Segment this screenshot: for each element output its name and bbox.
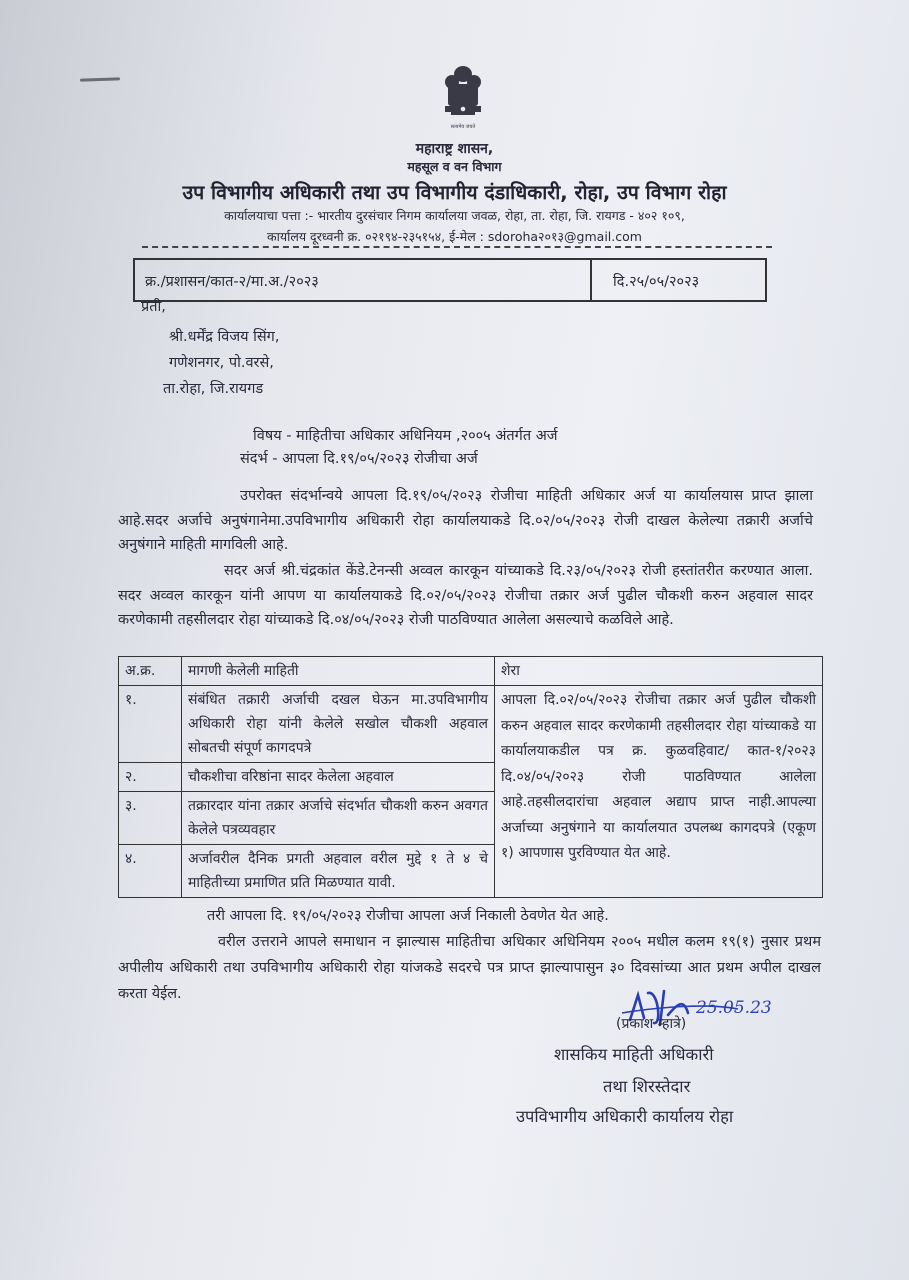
recipient-district: ता.रोहा, जि.रायगड xyxy=(163,381,264,397)
appeal-paragraph: वरील उत्तराने आपले समाधान न झाल्यास माहितीचा अधिकार अधिनियम २००५ मधील कलम १९(१) नुसार प्रथम अपीलीय अधिकारी तथा उपविभागीय अधिकारी रोहा यांजकडे सदरचे पत्र प्राप्त झाल्यापासुन ३० दिवसांच्या आत प्रथम अपील दाखल करता येईल. xyxy=(118,934,821,1002)
recipient-to: प्रती, xyxy=(141,299,166,315)
office-contact: कार्यालय दूरध्वनी क्र. ०२१९४-२३५१५४, ई-मेल : sdoroha२०१३@gmail.com xyxy=(267,229,642,244)
row-serial: ४. xyxy=(119,845,182,898)
table-header-row xyxy=(119,657,823,686)
body-paragraph-2: सदर अर्ज श्री.चंद्रकांत केंडे.टेनन्सी अव्वल कारकून यांच्याकडे दि.२३/०५/२०२३ रोजी हस्तांतरीत करण्यात आला. सदर अव्वल कारकून यांनी आपण या कार्यालयाकडे दि.०२/०५/२०२३ रोजीचा तक्रार अर्ज पुढील चौकशी करुन अहवाल सादर करणेकामी तहसीलदार रोहा यांच्याकडे दि.०४/०५/२०२३ रोजी पाठविण्यात आलेला असल्याचे कळविले आहे. xyxy=(118,563,813,628)
row-serial: ३. xyxy=(119,792,182,845)
reference-box xyxy=(133,258,767,302)
row-info: संबंधित तक्रारी अर्जाची दखल घेऊन मा.उपविभागीय अधिकारी रोहा यांनी केलेले सखोल चौकशी अहवाल सोबतची संपूर्ण कागदपत्रे xyxy=(182,686,495,763)
office-address: कार्यालयाचा पत्ता :- भारतीय दुरसंचार निगम कार्यालया जवळ, रोहा, ता. रोहा, जि. रायगड - ४०२ १०९, xyxy=(224,208,685,223)
header-remark: शेरा xyxy=(495,657,823,686)
dept-name: महसूल व वन विभाग xyxy=(407,159,502,174)
signatory-office: उपविभागीय अधिकारी कार्यालय रोहा xyxy=(516,1107,734,1126)
govt-name: महाराष्ट्र शासन, xyxy=(415,141,494,157)
reference-line: संदर्भ - आपला दि.१९/०५/२०२३ रोजीचा अर्ज xyxy=(240,451,478,467)
row-serial: १. xyxy=(119,686,182,763)
office-title: उप विभागीय अधिकारी तथा उप विभागीय दंडाधिकारी, रोहा, उप विभाग रोहा xyxy=(182,181,727,204)
recipient-address: गणेशनगर, पो.वरसे, xyxy=(169,355,274,371)
remark-cell: आपला दि.०२/०५/२०२३ रोजीचा तक्रार अर्ज पुढील चौकशी करुन अहवाल सादर करणेकामी तहसीलदार रोहा यांच्याकडे या कार्यालयाकडील पत्र क्र. कुळवहिवाट/ कात-१/२०२३ दि.०४/०५/२०२३ रोजी पाठविण्यात आलेला आहे.तहसीलदारांचा अहवाल अद्याप प्राप्त नाही.आपल्या अर्जाच्या अनुषंगाने या कार्यालयात उपलब्ध कागदपत्रे (एकूण १) आपणास पुरविण्यात येत आहे. xyxy=(495,686,823,898)
table-row xyxy=(119,686,823,763)
subject-line: विषय - माहितीचा अधिकार अधिनियम ,२००५ अंतर्गत अर्ज xyxy=(253,428,558,444)
divider-line xyxy=(142,246,772,248)
closing-line: तरी आपला दि. १९/०५/२०२३ रोजीचा आपला अर्ज निकाली ठेवणेत येत आहे. xyxy=(207,908,609,924)
recipient-name: श्री.धर्मेंद्र विजय सिंग, xyxy=(169,329,280,345)
row-info: तक्रारदार यांना तक्रार अर्जाचे संदर्भात चौकशी करुन अवगत केलेले पत्रव्यवहार xyxy=(182,792,495,845)
ashoka-emblem-icon xyxy=(438,62,488,134)
letter-number: क्र./प्रशासन/कात-२/मा.अ./२०२३ xyxy=(145,274,319,290)
row-serial: २. xyxy=(119,763,182,792)
letter-date: दि.२५/०५/२०२३ xyxy=(613,274,700,290)
signatory-designation: शासकिय माहिती अधिकारी xyxy=(554,1045,714,1064)
row-info: अर्जावरील दैनिक प्रगती अहवाल वरील मुद्दे १ ते ४ चे माहितीच्या प्रमाणित प्रति मिळण्यात यावी. xyxy=(182,845,495,898)
body-paragraph-1: उपरोक्त संदर्भान्वये आपला दि.१९/०५/२०२३ रोजीचा माहिती अधिकार अर्ज या कार्यालयास प्राप्त झाला आहे.सदर अर्जाचे अनुषंगानेमा.उपविभागीय अधिकारी रोहा कार्यालयाकडे दि.०२/०५/२०२३ रोजी दाखल केलेल्या तक्रारी अर्जाचे अनुषंगाने माहिती मागविली आहे. xyxy=(118,488,813,553)
signatory-name: (प्रकाश म्हात्रे) xyxy=(616,1016,687,1032)
signatory-title: तथा शिरस्तेदार xyxy=(603,1077,691,1096)
information-table xyxy=(118,656,823,898)
emblem-motto: सत्यमेव जयते xyxy=(450,124,476,130)
staple-mark xyxy=(80,77,120,81)
signature-date: 25.05.23 xyxy=(696,998,772,1018)
row-info: चौकशीचा वरिष्ठांना सादर केलेला अहवाल xyxy=(182,763,495,792)
header-info: मागणी केलेली माहिती xyxy=(182,657,495,686)
header-serial: अ.क्र. xyxy=(119,657,182,686)
